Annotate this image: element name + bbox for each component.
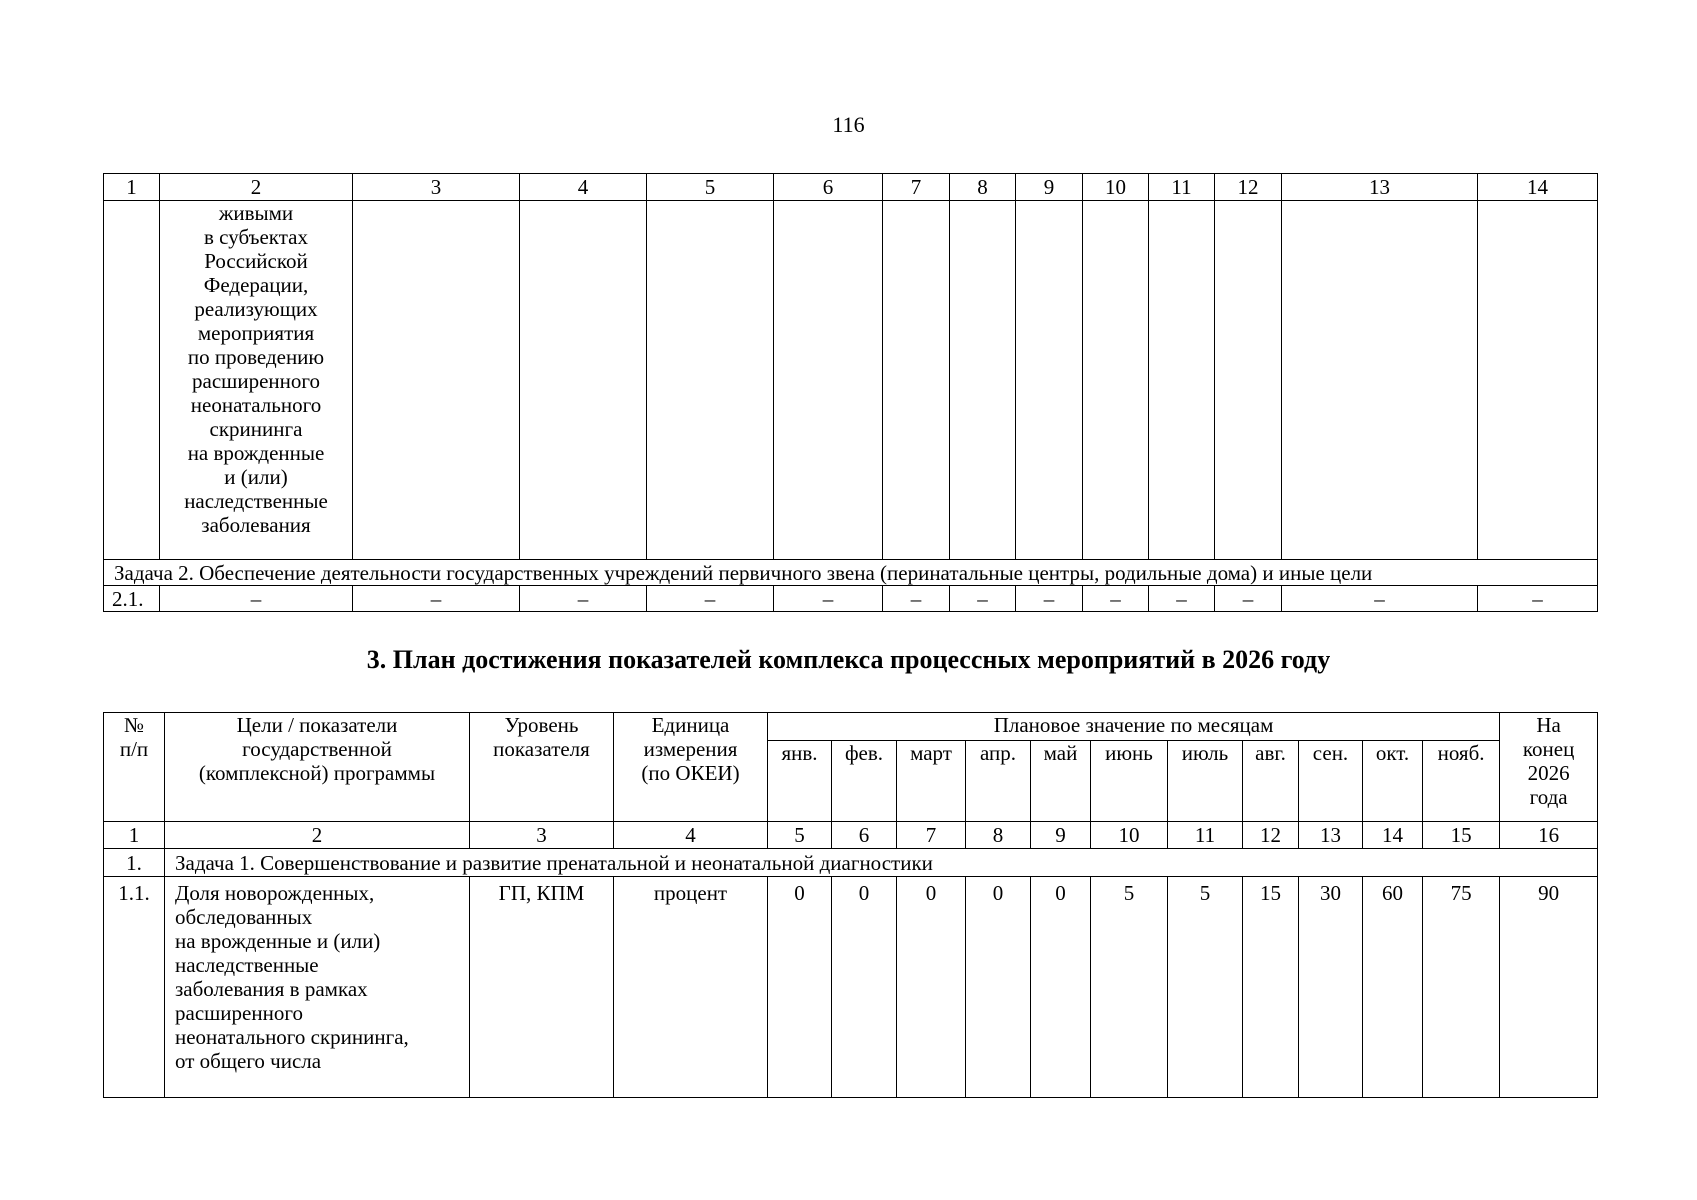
- column-number: 10: [1083, 174, 1149, 201]
- page-number: 116: [832, 112, 865, 137]
- month-value: 0: [897, 877, 966, 1098]
- header-month: апр.: [966, 741, 1031, 822]
- table-cell: [104, 201, 160, 560]
- indicator-row: [104, 877, 1598, 1098]
- table-cell: [883, 201, 950, 560]
- indicator-unit: процент: [614, 877, 768, 1098]
- table-cell: –: [1083, 586, 1149, 612]
- month-value: 0: [832, 877, 897, 1098]
- column-number: 7: [883, 174, 950, 201]
- column-number: 12: [1243, 822, 1299, 849]
- header-month: авг.: [1243, 741, 1299, 822]
- column-number: 15: [1423, 822, 1500, 849]
- table-cell: –: [1215, 586, 1282, 612]
- table-cell: –: [647, 586, 774, 612]
- table-cell: [1083, 201, 1149, 560]
- month-value: 0: [1031, 877, 1091, 1098]
- table-cell: [1149, 201, 1215, 560]
- header-month: июль: [1168, 741, 1243, 822]
- column-number: 14: [1478, 174, 1598, 201]
- column-number: 9: [1016, 174, 1083, 201]
- table-cell: [1282, 201, 1478, 560]
- indicator-name: Доля новорожденных, обследованных на врожденные и (или) наследственные заболевания в рамках расширенного неонатального скрининга, от общего числа: [165, 877, 470, 1098]
- column-number: 5: [768, 822, 832, 849]
- table-cell: –: [353, 586, 520, 612]
- section-title: 3. План достижения показателей комплекса процессных мероприятий в 2026 году: [366, 645, 1331, 674]
- header-month: март: [897, 741, 966, 822]
- table-cell: –: [1149, 586, 1215, 612]
- month-value: 5: [1168, 877, 1243, 1098]
- column-number: 1: [104, 174, 160, 201]
- task-1-title: Задача 1. Совершенствование и развитие пренатальной и неонатальной диагностики: [165, 849, 1598, 877]
- table-row: [104, 201, 1598, 560]
- column-number: 2: [160, 174, 353, 201]
- column-number: 14: [1363, 822, 1423, 849]
- header-month: сен.: [1299, 741, 1363, 822]
- header-month: окт.: [1363, 741, 1423, 822]
- month-value: 30: [1299, 877, 1363, 1098]
- header-unit: Единица измерения (по ОКЕИ): [614, 713, 768, 822]
- column-numbers-row: [104, 822, 1598, 849]
- column-number: 6: [774, 174, 883, 201]
- column-number: 12: [1215, 174, 1282, 201]
- column-number: 3: [353, 174, 520, 201]
- task-row: [104, 849, 1598, 877]
- column-number: 11: [1149, 174, 1215, 201]
- month-value: 15: [1243, 877, 1299, 1098]
- table-cell: [1215, 201, 1282, 560]
- header-month: янв.: [768, 741, 832, 822]
- indicator-name-continuation: живыми в субъектах Российской Федерации, реализующих мероприятия по проведению расширенного неонатального скрининга на врожденные и (или) наследственные заболевания: [160, 201, 353, 560]
- column-number: 1: [104, 822, 165, 849]
- table-cell: –: [1478, 586, 1598, 612]
- header-plan-by-month: Плановое значение по месяцам: [768, 713, 1500, 741]
- header-end-of-year: На конец 2026 года: [1500, 713, 1598, 822]
- continuation-table: [103, 173, 1598, 612]
- row-number: 1.1.: [104, 877, 165, 1098]
- header-number: № п/п: [104, 713, 165, 822]
- table-header-row: [104, 174, 1598, 201]
- column-number: 8: [966, 822, 1031, 849]
- column-number: 4: [614, 822, 768, 849]
- table-cell: –: [883, 586, 950, 612]
- table-cell: –: [1016, 586, 1083, 612]
- column-number: 16: [1500, 822, 1598, 849]
- column-number: 9: [1031, 822, 1091, 849]
- table-cell: [774, 201, 883, 560]
- column-number: 5: [647, 174, 774, 201]
- column-number: 13: [1299, 822, 1363, 849]
- row-number: 2.1.: [104, 586, 160, 612]
- task-2-title: Задача 2. Обеспечение деятельности государственных учреждений первичного звена (перинатальные центры, родильные дома) и иные цели: [104, 560, 1598, 586]
- table-cell: –: [1282, 586, 1478, 612]
- header-month: фев.: [832, 741, 897, 822]
- column-number: 10: [1091, 822, 1168, 849]
- column-number: 4: [520, 174, 647, 201]
- header-month: нояб.: [1423, 741, 1500, 822]
- table-cell: [950, 201, 1016, 560]
- task-row: [104, 560, 1598, 586]
- table-cell: [647, 201, 774, 560]
- table-header-row: [104, 713, 1598, 741]
- table-row: [104, 586, 1598, 612]
- table-cell: –: [774, 586, 883, 612]
- table-cell: –: [950, 586, 1016, 612]
- month-value: 5: [1091, 877, 1168, 1098]
- column-number: 7: [897, 822, 966, 849]
- column-number: 11: [1168, 822, 1243, 849]
- month-value: 60: [1363, 877, 1423, 1098]
- header-level: Уровень показателя: [470, 713, 614, 822]
- table-cell: –: [160, 586, 353, 612]
- plan-table: [103, 712, 1598, 1098]
- column-number: 8: [950, 174, 1016, 201]
- table-cell: [1478, 201, 1598, 560]
- header-goals: Цели / показатели государственной (комплексной) программы: [165, 713, 470, 822]
- column-number: 2: [165, 822, 470, 849]
- indicator-level: ГП, КПМ: [470, 877, 614, 1098]
- month-value: 0: [768, 877, 832, 1098]
- end-of-year-value: 90: [1500, 877, 1598, 1098]
- table-cell: –: [520, 586, 647, 612]
- column-number: 13: [1282, 174, 1478, 201]
- table-cell: [520, 201, 647, 560]
- header-month: июнь: [1091, 741, 1168, 822]
- table-cell: [1016, 201, 1083, 560]
- column-number: 6: [832, 822, 897, 849]
- table-cell: [353, 201, 520, 560]
- month-value: 75: [1423, 877, 1500, 1098]
- column-number: 3: [470, 822, 614, 849]
- row-number: 1.: [104, 849, 165, 877]
- header-month: май: [1031, 741, 1091, 822]
- month-value: 0: [966, 877, 1031, 1098]
